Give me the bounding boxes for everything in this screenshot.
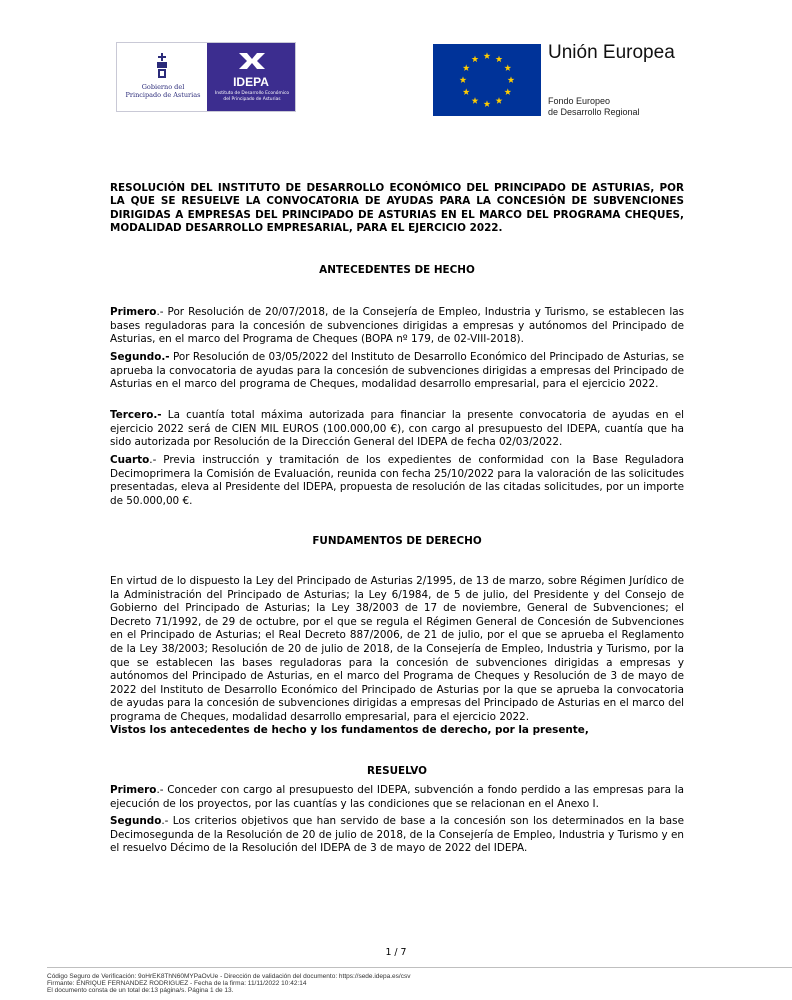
resuelvo-text: .- Los criterios objetivos que han servido de base a la concesión son los determinados en la base Decimosegunda de la Resolución de 20 de julio de 2018, de la Consejería de Empleo, Industria y Turismo y en el resuelvo Décimo de la Resolución del IDEPA de 3 de mayo de 2022 del IDEPA. — [110, 815, 684, 855]
footer-line1: Código Seguro de Verificación: 9oHrEK8ThN60MYPaOvUe - Dirección de validación del documento: https://sede.idepa.es/csv — [47, 973, 411, 980]
resuelvo-lead: Segundo — [110, 815, 162, 827]
antecedente-lead: Primero — [110, 306, 157, 318]
resuelvo-segundo — [110, 815, 684, 856]
gobierno-line2: Principado de Asturias — [125, 91, 201, 99]
document-title: RESOLUCIÓN DEL INSTITUTO DE DESARROLLO ECONÓMICO DEL PRINCIPADO DE ASTURIAS, POR LA QUE SE RESUELVE LA CONVOCATORIA DE AYUDAS PARA LA CONCESIÓN DE SUBVENCIONES DIRIGIDAS A EMPRESAS DEL PRINCIPADO DE ASTURIAS EN EL MARCO DEL PROGRAMA CHEQUES, MODALIDAD DESARROLLO EMPRESARIAL, PARA EL EJERCICIO 2022. — [110, 182, 684, 235]
crown-cross-icon — [155, 53, 169, 79]
eu-subtitle — [548, 96, 640, 118]
resuelvo-heading: RESUELVO — [367, 765, 427, 777]
idepa-mark-icon — [237, 49, 267, 73]
idepa-name: IDEPA — [233, 75, 269, 89]
antecedentes-heading: ANTECEDENTES DE HECHO — [319, 264, 475, 276]
antecedente-primero — [110, 306, 684, 347]
footer-verification — [47, 973, 787, 994]
eu-flag-icon — [433, 44, 541, 116]
idepa-sub-line1: Instituto de Desarrollo Económico — [214, 91, 290, 96]
footer-line3: El documento consta de un total de:13 página/s. Página 1 de 13. — [47, 987, 234, 994]
vistos-text: Vistos los antecedentes de hecho y los fundamentos de derecho, por la presente, — [110, 724, 589, 736]
eu-sub-line2: de Desarrollo Regional — [548, 107, 640, 117]
antecedente-text: Por Resolución de 03/05/2022 del Instituto de Desarrollo Económico del Principado de Asturias, se aprueba la convocatoria de ayudas para la concesión de subvenciones dirigidas a empresas del Principado de Asturias en el marco del programa de Cheques, modalidad desarrollo empresarial, para el ejercicio 2022. — [110, 351, 684, 391]
antecedente-tercero — [110, 409, 684, 450]
idepa-logo — [207, 43, 295, 111]
antecedente-text: .- Por Resolución de 20/07/2018, de la Consejería de Empleo, Industria y Turismo, se establecen las bases reguladoras para la concesión de subvenciones dirigidas a empresas y autónomos del Principado de Asturias, en el marco del Programa de Cheques (BOPA nº 179, de 02-VIII-2018). — [110, 306, 684, 346]
idepa-subtitle — [213, 91, 291, 102]
header-logos — [116, 42, 296, 112]
gobierno-text — [123, 83, 203, 99]
antecedente-text: La cuantía total máxima autorizada para financiar la presente convocatoria de ayudas en el ejercicio 2022 será de CIEN MIL EUROS (100.000,00 €), con cargo al presupuesto del IDEPA, cuantía que ha sido autorizada por Resolución de la Dirección General del IDEPA de fecha 02/03/2022. — [110, 409, 684, 449]
resuelvo-primero — [110, 784, 684, 811]
gobierno-asturias-logo — [117, 43, 207, 111]
fundamentos-text: En virtud de lo dispuesto la Ley del Principado de Asturias 2/1995, de 13 de marzo, sobre Régimen Jurídico de la Administración del Principado de Asturias; la Ley 6/1984, de 5 de julio, del Presidente y del Consejo de Gobierno del Principado de Asturias; la Ley 38/2003 de 17 de noviembre, General de Subvenciones; el Decreto 71/1992, de 29 de octubre, por el que se regula el Régimen General de Concesión de Subvenciones en el Principado de Asturias; el Real Decreto 887/2006, de 21 de julio, por el que se aprueba el Reglamento de la Ley 38/2003; Resolución de 20 de julio de 2018, de la Consejería de Empleo, Industria y Turismo, por la que se establecen las bases reguladoras para la concesión de subvenciones dirigidas a empresas y autónomos del Principado de Asturias, en el marco del Programa de Cheques y Resolución de 3 de mayo de 2022 del Instituto de Desarrollo Económico del Principado de Asturias por la que se aprueba la convocatoria de ayudas para la concesión de subvenciones dirigidas a empresas del Principado de Asturias en el marco del programa de Cheques, modalidad desarrollo empresarial, para el ejercicio 2022. — [110, 575, 684, 723]
footer-line2: Firmante: ENRIQUE FERNANDEZ RODRIGUEZ - Fecha de la firma: 11/11/2022 10:42:14 — [47, 980, 307, 987]
resuelvo-text: .- Conceder con cargo al presupuesto del IDEPA, subvención a fondo perdido a las empresas para la ejecución de los proyectos, por las cuantías y las condiciones que se relacionan en el Anexo I. — [110, 784, 684, 810]
antecedente-cuarto — [110, 454, 684, 508]
antecedente-segundo — [110, 351, 684, 392]
eu-title: Unión Europea — [548, 42, 675, 63]
antecedente-text: .- Previa instrucción y tramitación de los expedientes de conformidad con la Base Reguladora Decimoprimera la Comisión de Evaluación, reunida con fecha 25/10/2022 para la valoración de las solicitudes presentadas, eleva al Presidente del IDEPA, propuesta de resolución de las citadas solicitudes, por un importe de 50.000,00 €. — [110, 454, 684, 507]
footer-divider — [47, 967, 792, 968]
fundamentos-heading: FUNDAMENTOS DE DERECHO — [312, 535, 482, 547]
page-number: 1 / 7 — [385, 947, 407, 958]
antecedente-lead: Tercero.- — [110, 409, 162, 421]
resuelvo-lead: Primero — [110, 784, 157, 796]
gobierno-line1: Gobierno del — [141, 83, 185, 91]
idepa-sub-line2: del Principado de Asturias — [223, 96, 281, 102]
antecedente-lead: Segundo.- — [110, 351, 170, 363]
eu-sub-line1: Fondo Europeo — [548, 96, 611, 106]
antecedente-lead: Cuarto — [110, 454, 150, 466]
